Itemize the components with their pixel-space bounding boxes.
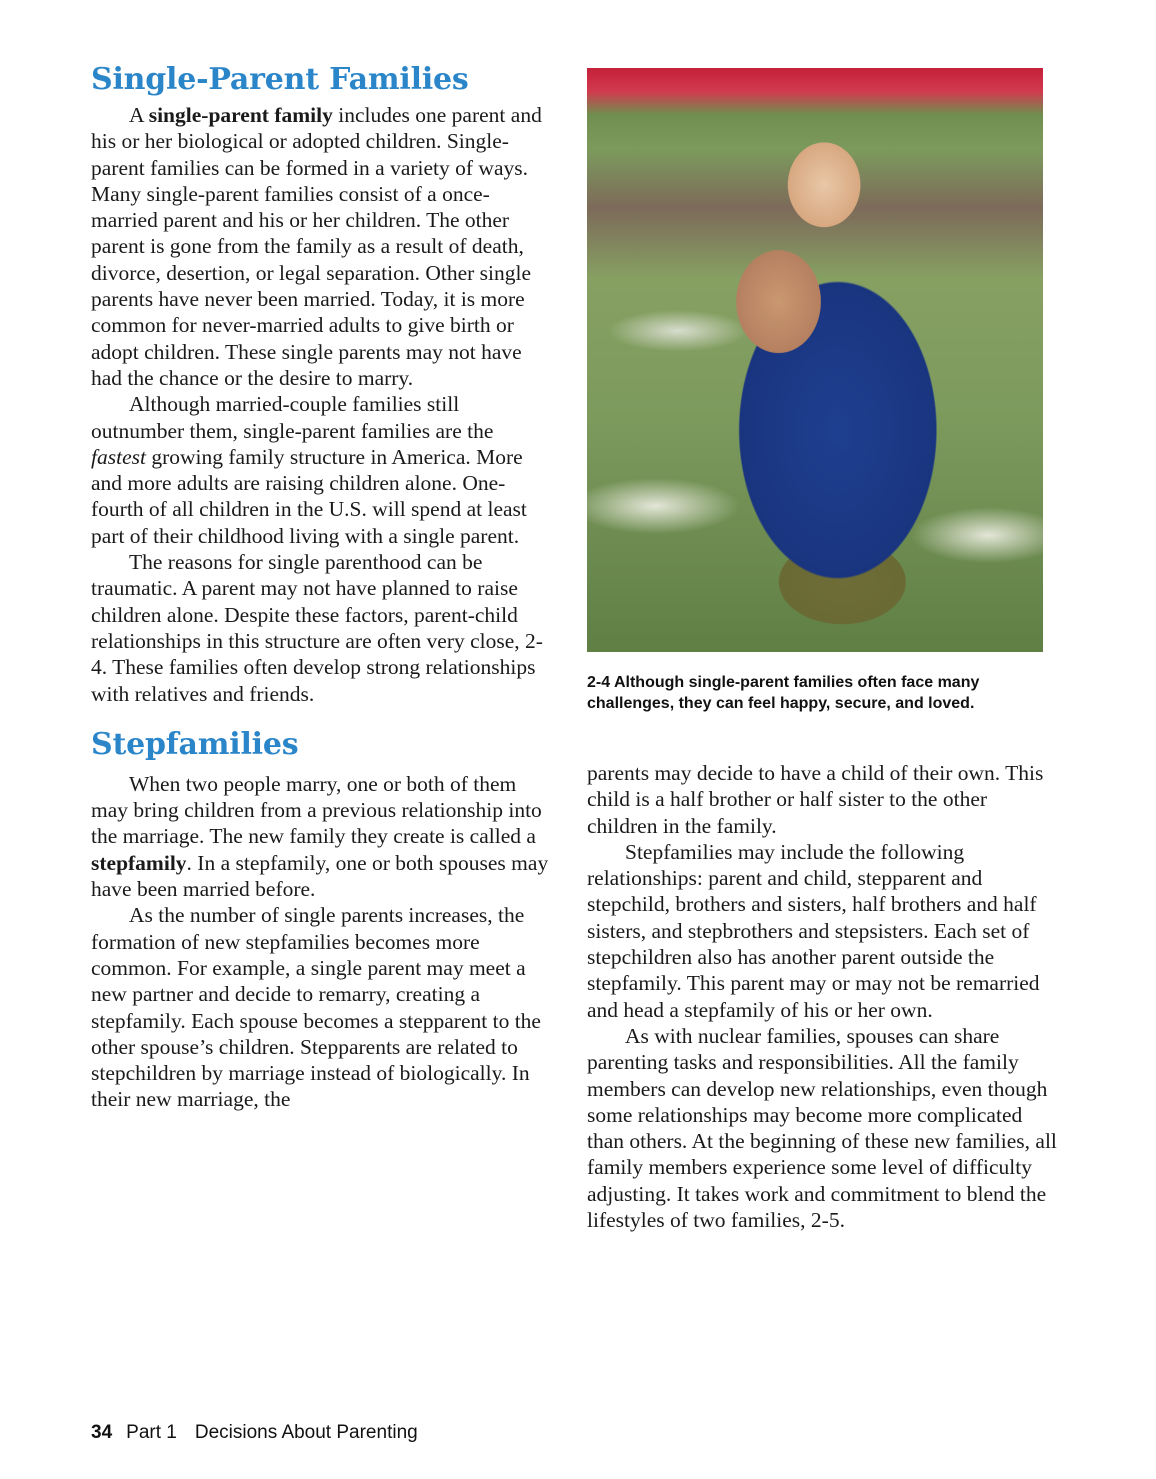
paragraph: As the number of single parents increases, the formation of new stepfamilies becomes more common. For example, a single parent may meet a new partner and decide to remarry, creating a stepfamily. Each spouse becomes a stepparent to the other spouse’s children. Stepparents are related to stepchildren by marriage instead of biologically. In their new marriage, the — [91, 903, 541, 1112]
part-title: Decisions About Parenting — [194, 1422, 418, 1443]
paragraph — [91, 391, 551, 549]
text: When two people marry, one or both of them may bring children from a previous relationship into the marriage. The new family they create is called a — [91, 771, 542, 849]
page-footer — [91, 1421, 418, 1445]
text: includes one parent and his or her biological or adopted children. Single-parent families can be formed in a variety of ways. Many single-parent families consist of a once-married parent and his or her children. The other parent is gone from the family as a result of death, divorce, desertion, or legal separation. Other single parents have never been married. Today, it is more common for never-married adults to give birth or adopt children. These single parents may not have had the chance or the desire to marry. — [91, 103, 542, 390]
paragraph: As with nuclear families, spouses can share parenting tasks and responsibilities. All the family members can develop new relationships, even though some relationships may become more complicated than others. At the beginning of these new families, all family members experience some level of difficulty adjusting. It takes work and commitment to blend the lifestyles of two families, 2-5. — [587, 1023, 1057, 1233]
paragraph: Stepfamilies may include the following relationships: parent and child, stepparent and stepchild, brothers and sisters, half brothers and half sisters, and stepbrothers and stepsisters. Each set of stepchildren also has another parent outside the stepfamily. This parent may or may not be remarried and head a stepfamily of his or her own. — [587, 839, 1040, 1022]
figure-caption: 2-4 Although single-parent families often face many challenges, they can feel happy, secure, and loved. — [587, 674, 980, 712]
section-heading-single-parent: Single-Parent Families — [91, 62, 469, 97]
father-child-photo — [587, 68, 1043, 652]
key-term: single-parent family — [148, 103, 333, 127]
paragraph — [91, 771, 551, 902]
text: A — [129, 103, 149, 127]
section-heading-stepfamilies: Stepfamilies — [91, 726, 299, 762]
paragraph — [91, 102, 551, 391]
part-label: Part 1 — [126, 1422, 177, 1443]
left-column — [91, 60, 551, 1113]
emphasis: fastest — [91, 444, 146, 469]
right-column — [587, 760, 1057, 1233]
text: growing family structure in America. More and more adults are raising children alone. One-fourth of all children in the U.S. will spend at least part of their childhood living with a single parent. — [91, 444, 527, 548]
text: Although married-couple families still outnumber them, single-parent families are the — [91, 392, 494, 443]
key-term: stepfamily — [91, 850, 187, 875]
paragraph-continued: parents may decide to have a child of their own. This child is a half brother or half sister to the other children in the family. — [587, 761, 1044, 838]
page-number: 34 — [91, 1422, 113, 1443]
paragraph: The reasons for single parenthood can be traumatic. A parent may not have planned to raise children alone. Despite these factors, parent-child relationships in this structure are often very close, 2-4. These families often develop strong relationships with relatives and friends. — [91, 550, 543, 706]
text: . In a stepfamily, one or both spouses may have been married before. — [91, 850, 549, 902]
